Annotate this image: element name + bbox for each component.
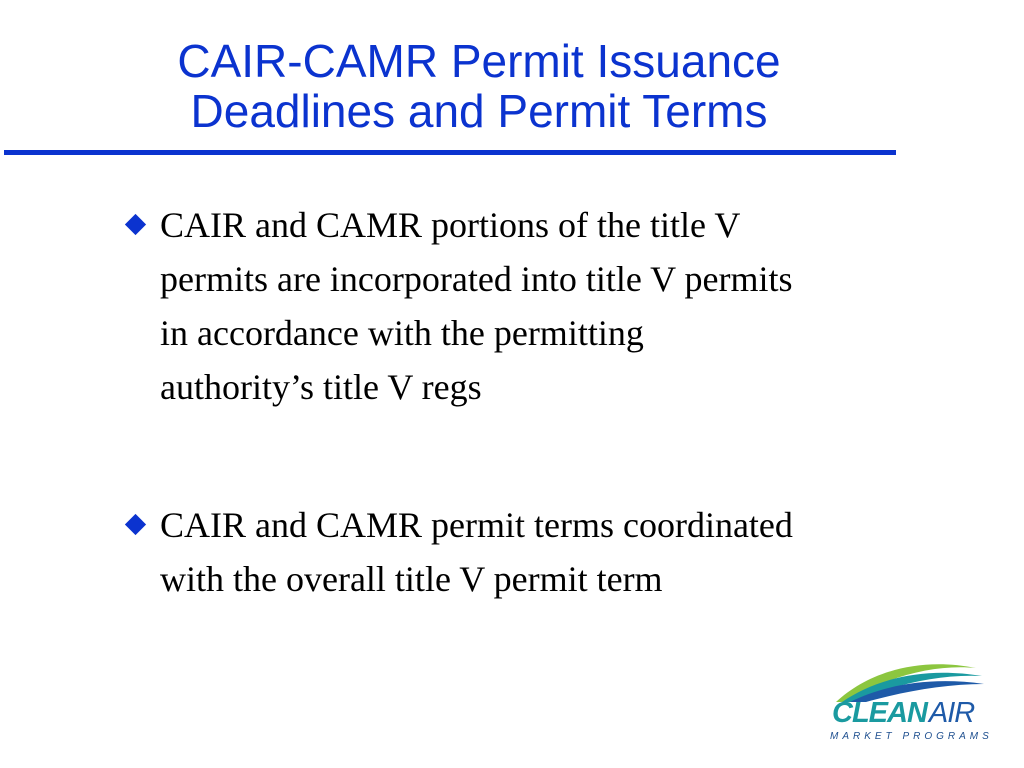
diamond-icon (125, 514, 146, 535)
slide-title-line-1: CAIR-CAMR Permit Issuance (177, 35, 781, 87)
logo-word-clean: CLEAN (832, 697, 927, 729)
diamond-icon (125, 214, 146, 235)
slide-title (0, 36, 958, 136)
bullet-item (120, 198, 980, 414)
bullet-list (120, 198, 980, 606)
slide-title-line-2: Deadlines and Permit Terms (190, 85, 768, 137)
logo-subtitle: MARKET PROGRAMS (830, 731, 993, 742)
bullet-text-line: CAIR and CAMR portions of the title V (160, 205, 741, 245)
bullet-text-line: authority’s title V regs (160, 367, 482, 407)
bullet-text-line: with the overall title V permit term (160, 559, 663, 599)
bullet-text-line: permits are incorporated into title V permits (160, 259, 793, 299)
title-underline-rule (4, 150, 896, 155)
bullet-text-line: CAIR and CAMR permit terms coordinated (160, 505, 793, 545)
clean-air-markets-logo (826, 654, 993, 746)
logo-word-air: AIR (928, 697, 975, 729)
bullet-item (120, 498, 980, 606)
bullet-text-line: in accordance with the permitting (160, 313, 644, 353)
logo-wordmark (832, 698, 974, 728)
